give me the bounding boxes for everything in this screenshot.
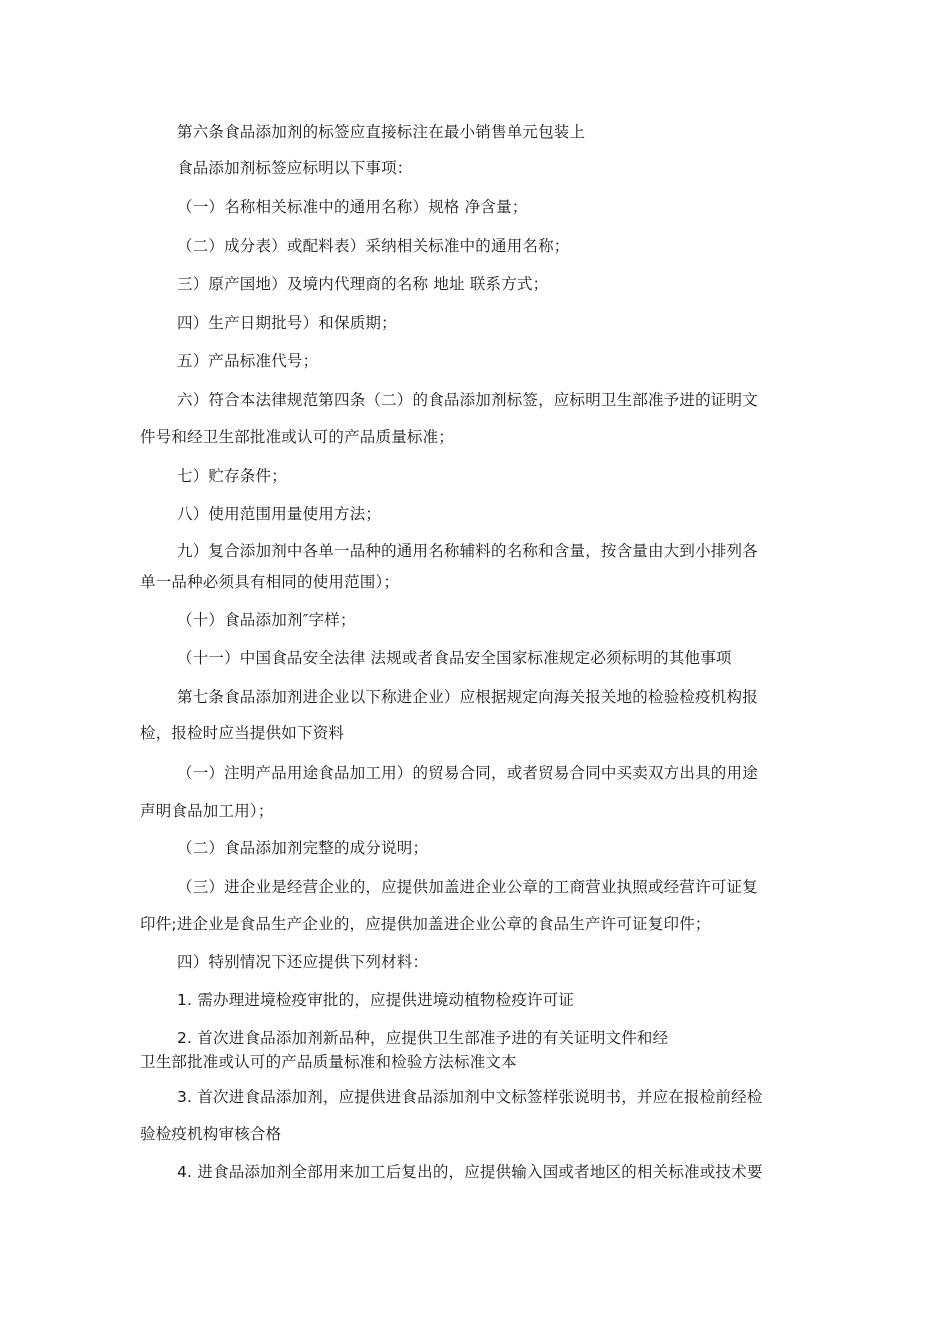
text-line-label-items-intro: 食品添加剂标签应标明以下事项：	[177, 159, 413, 177]
text-line-item-11: （十一）中国食品安全法律 法规或者食品安全国家标准规定必须标明的其他事项	[177, 649, 732, 667]
text-line-article-6: 第六条食品添加剂的标签应直接标注在最小销售单元包装上	[177, 123, 586, 141]
text-line-item-3: 三）原产国地）及境内代理商的名称 地址 联系方式；	[177, 275, 549, 293]
text-line-doc-2: （二）食品添加剂完整的成分说明；	[177, 839, 429, 857]
text-line-material-1: 1. 需办理进境检疫审批的，应提供进境动植物检疫许可证	[177, 991, 575, 1009]
text-line-item-2: （二）成分表）或配料表）采纳相关标准中的通用名称；	[177, 237, 570, 255]
text-line-article-7-cont: 检，报检时应当提供如下资料	[140, 724, 345, 742]
text-line-item-9-cont: 单一品种必须具有相同的使用范围）；	[140, 573, 400, 591]
text-line-doc-1-cont: 声明食品加工用）；	[140, 802, 274, 820]
text-line-item-1: （一）名称相关标准中的通用名称）规格 净含量；	[177, 198, 528, 216]
text-line-material-3-cont: 验检疫机构审核合格	[140, 1125, 282, 1143]
text-line-material-2: 2. 首次进食品添加剂新品种，应提供卫生部准予进的有关证明文件和经	[177, 1029, 669, 1047]
text-line-item-6: 六）符合本法律规范第四条（二）的食品添加剂标签，应标明卫生部准予进的证明文	[177, 391, 758, 409]
text-line-item-8: 八）使用范围用量使用方法；	[177, 505, 382, 523]
text-line-doc-1: （一）注明产品用途食品加工用）的贸易合同，或者贸易合同中买卖双方出具的用途	[177, 764, 758, 782]
text-line-item-7: 七）贮存条件；	[177, 467, 287, 485]
text-line-material-2-cont: 卫生部批准或认可的产品质量标准和检验方法标准文本	[140, 1053, 517, 1071]
text-line-item-10: （十）食品添加剂″字样；	[177, 611, 356, 629]
text-line-item-5: 五）产品标准代号；	[177, 352, 319, 370]
text-line-item-9: 九）复合添加剂中各单一品种的通用名称辅料的名称和含量，按含量由大到小排列各	[177, 542, 758, 560]
text-line-doc-3: （三）进企业是经营企业的，应提供加盖进企业公章的工商营业执照或经营许可证复	[177, 878, 758, 896]
text-line-item-6-cont: 件号和经卫生部批准或认可的产品质量标准；	[140, 428, 455, 446]
text-line-material-3: 3. 首次进食品添加剂，应提供进食品添加剂中文标签样张说明书，并应在报检前经检	[177, 1088, 763, 1106]
text-line-item-4: 四）生产日期批号）和保质期；	[177, 314, 397, 332]
text-line-material-4: 4. 进食品添加剂全部用来加工后复出的，应提供输入国或者地区的相关标准或技术要	[177, 1163, 763, 1181]
text-line-doc-4: 四）特别情况下还应提供下列材料：	[177, 953, 429, 971]
text-line-article-7: 第七条食品添加剂进企业以下称进企业）应根据规定向海关报关地的检验检疫机构报	[177, 688, 758, 706]
text-line-doc-3-cont: 印件;进企业是食品生产企业的，应提供加盖进企业公章的食品生产许可证复印件；	[140, 915, 711, 933]
